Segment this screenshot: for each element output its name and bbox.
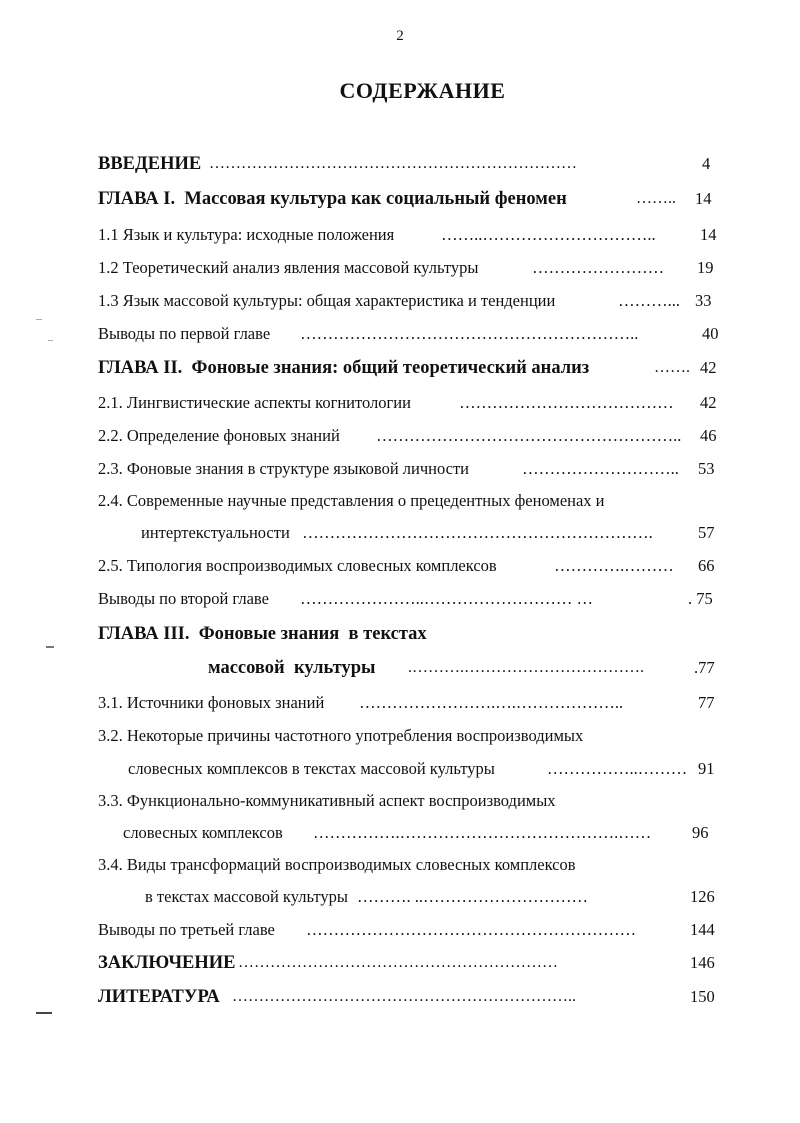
toc-entry-dots: …………………..……………………… … [296,589,593,608]
toc-entry-page: 33 [695,291,712,310]
toc-entry-page: 126 [690,887,715,906]
toc-entry-text: ВВЕДЕНИЕ [98,154,202,174]
toc-entry [0,150,800,178]
toc-entry-page: . 75 [688,589,713,608]
toc-entry-text: 2.4. Современные научные представления о прецедентных феноменах и [98,491,605,510]
toc-entry [0,654,800,682]
toc-entry-dots: ………………………………………………………. [298,523,653,542]
toc-entry-text: ЗАКЛЮЧЕНИЕ [98,953,236,973]
toc-entry-text: в текстах массовой культуры [145,887,348,906]
toc-entry-text: 2.3. Фоновые знания в структуре языковой личности [98,459,470,478]
page-title: СОДЕРЖАНИЕ [339,78,506,103]
toc-entry-dots: .……….……………………………. [404,659,644,676]
toc-entry-dots: ………………………………… [455,393,674,412]
toc-entry [0,185,800,213]
toc-entry-dots: …………….………………………………….…… [313,823,652,842]
toc-entry-text: Выводы по второй главе [98,589,269,608]
toc-entry-page: 66 [698,556,715,575]
toc-entry-dots: ……………………….. [518,459,679,478]
toc-entry-text: 1.3 Язык массовой культуры: общая характеристика и тенденции [98,291,556,310]
toc-entry-page: 53 [698,459,715,478]
toc-entry-page: 4 [702,154,711,173]
toc-entry [0,354,800,382]
page-number: 2 [396,28,404,44]
toc-entry-dots: ……………………………………………………….. [228,988,576,1005]
scan-mark [36,1012,52,1014]
toc-entry [0,389,800,417]
toc-entry [0,487,800,515]
toc-entry [0,519,800,547]
toc-entry-page: 14 [700,225,717,244]
toc-entry-dots: …………………………………………………… [302,920,637,939]
toc-entry-dots: ……………..……… [547,759,688,778]
toc-entry-page: 42 [700,358,717,377]
toc-entry-page: 150 [690,987,715,1006]
toc-entry [0,787,800,815]
toc-entry-text: массовой культуры [208,658,376,678]
toc-entry-text: ЛИТЕРАТУРА [98,987,220,1007]
toc-entry [0,287,800,315]
toc-entry-text: ГЛАВА II. Фоновые знания: общий теоретический анализ [98,358,590,378]
toc-entry-page: 42 [700,393,717,412]
scan-mark [48,340,53,341]
toc-entry-dots: …………………… [528,258,665,277]
toc-entry [0,819,800,847]
toc-entry [0,552,800,580]
toc-entry [0,585,800,613]
toc-entry [0,221,800,249]
toc-entry [0,983,800,1011]
toc-entry-text: 3.2. Некоторые причины частотного употребления воспроизводимых [98,726,584,745]
toc-entry-text: словесных комплексов в текстах массовой культуры [128,759,495,778]
toc-entry [0,949,800,977]
toc-entry-dots: …………………………………………………………… [205,155,577,172]
toc-entry [0,883,800,911]
toc-entry-page: 57 [698,523,715,542]
toc-entry [0,755,800,783]
toc-entry-dots: …………………………………………………… [238,954,558,971]
toc-entry [0,722,800,750]
toc-entry-text: 2.1. Лингвистические аспекты когнитологии [98,393,411,412]
toc-entry-text: словесных комплексов [123,823,283,842]
toc-entry-page: 46 [700,426,717,445]
toc-entry-text: Выводы по третьей главе [98,920,275,939]
toc-entry-dots: …….. [636,190,676,207]
toc-entry-page: 77 [698,693,715,712]
toc-entry-dots: ………. ..………………………… [357,887,588,906]
toc-entry-page: 96 [692,823,709,842]
toc-entry-text: интертекстуальности [141,523,290,542]
toc-entry-page: 19 [697,258,714,277]
toc-entry-dots: ………... [614,291,680,310]
scan-mark [36,319,42,320]
toc-entry [0,916,800,944]
toc-entry-page: .77 [694,658,715,677]
toc-entry-text: ГЛАВА III. Фоновые знания в текстах [98,624,427,644]
toc-entry-page: 14 [695,189,712,208]
toc-entry-text: 3.4. Виды трансформаций воспроизводимых словесных комплексов [98,855,576,874]
toc-entry-text: 3.3. Функционально-коммуникативный аспект воспроизводимых [98,791,556,810]
toc-entry-dots: …………………………………………………….. [296,324,639,343]
toc-entry-text: 1.1 Язык и культура: исходные положения [98,225,395,244]
toc-entry-dots: ……………………………………………….. [372,426,682,445]
toc-entry-text: 3.1. Источники фоновых знаний [98,693,325,712]
toc-entry [0,851,800,879]
scan-mark [46,646,54,648]
toc-entry-page: 146 [690,953,715,972]
toc-entry-dots: ……..………………………….. [437,225,656,244]
toc-entry-text: ГЛАВА I. Массовая культура как социальный феномен [98,189,567,209]
toc-entry-dots: ………….……… [550,556,674,575]
toc-entry [0,620,800,648]
toc-entry-dots: ……. [650,359,690,376]
toc-entry [0,689,800,717]
toc-entry-page: 91 [698,759,715,778]
toc-entry-text: 1.2 Теоретический анализ явления массовой культуры [98,258,479,277]
toc-entry [0,455,800,483]
toc-entry [0,320,800,348]
toc-entry-page: 144 [690,920,715,939]
toc-entry-text: 2.5. Типология воспроизводимых словесных комплексов [98,556,497,575]
toc-entry-page: 40 [702,324,719,343]
toc-entry-dots: …………………….….……………….. [355,693,624,712]
toc-entry [0,254,800,282]
toc-entry [0,422,800,450]
toc-entry-text: Выводы по первой главе [98,324,271,343]
toc-entry-text: 2.2. Определение фоновых знаний [98,426,340,445]
